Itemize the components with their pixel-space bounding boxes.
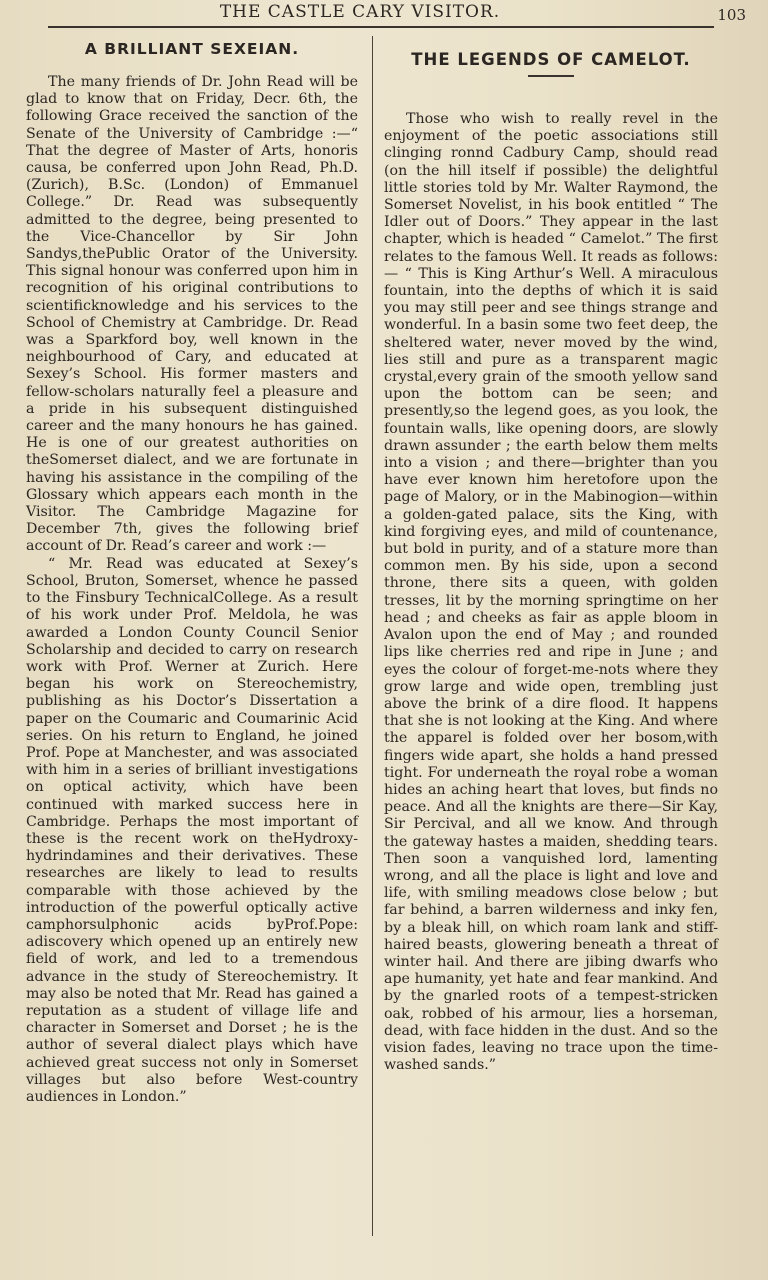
title-rule [528,75,574,77]
right-column [384,40,718,1074]
running-head [0,2,768,26]
article-paragraph: “ Mr. Read was educated at Sexey’s School, Bruton, Somerset, whence he passed to the Finsbury TechnicalCollege. As a result of his work under Prof. Meldola, he was awarded a London County Council Senior Scholarship and decided to carry on research work with Prof. Werner at Zurich. Here began his work on Stereochemistry, publishing as his Doctor’s Dissertation a paper on the Coumaric and Coumarinic Acid series. On his return to England, he joined Prof. Pope at Manchester, and was associated with him in a series of brilliant investigations on optical activity, which have been continued with marked success here in Cambridge. Perhaps the most important of these is the recent work on theHydroxy-hydrindamines and their derivatives. These researches are likely to lead to results comparable with those achieved by the introduction of the powerful optically active camphorsulphonic acids byProf.Pope: adiscovery which opened up an entirely new field of work, and led to a tremendous advance in the study of Stereochemistry. It may also be noted that Mr. Read has gained a reputation as a student of village life and character in Somerset and Dorset ; he is the author of several dialect plays which have achieved great success not only in Somerset villages but also before West-country audiences in London.” [26,555,358,1105]
left-column [26,40,358,1106]
running-title: THE CASTLE CARY VISITOR. [219,2,501,22]
column-divider [372,36,373,1236]
article-paragraph: The many friends of Dr. John Read will be glad to know that on Friday, Decr. 6th, the following Grace received the sanction of the Senate of the University of Cambridge :—“ That the degree of Master of Arts, honoris causa, be conferred upon John Read, Ph.D. (Zurich), B.Sc. (London) of Emmanuel College.” Dr. Read was subsequently admitted to the degree, being presented to the Vice-Chancellor by Sir John Sandys,thePublic Orator of the University. This signal honour was conferred upon him in recognition of his original contributions to scientificknowledge and his services to the School of Chemistry at Cambridge. Dr. Read was a Sparkford boy, well known in the neighbourhood of Cary, and educated at Sexey’s School. His former masters and fellow-scholars naturally feel a pleasure and a pride in his subsequent distinguished career and the many honours he has gained. He is one of our greatest authorities on theSomerset dialect, and we are fortunate in having his assistance in the compiling of the Glossary which appears each month in the Visitor. The Cambridge Magazine for December 7th, gives the following brief account of Dr. Read’s career and work :— [26,74,358,555]
article-title-left: A BRILLIANT SEXEIAN. [84,40,300,58]
article-title-right: THE LEGENDS OF CAMELOT. [411,50,691,69]
header-rule [48,26,714,28]
page-number: 103 [717,6,746,24]
article-paragraph: Those who wish to really revel in the enjoyment of the poetic associations still clinging ronnd Cadbury Camp, should read (on the hill itself if possible) the delightful little stories told by Mr. Walter Raymond, the Somerset Novelist, in his book entitled “ The Idler out of Doors.” They appear in the last chapter, which is headed “ Camelot.” The first relates to the famous Well. It reads as follows:— “ This is King Arthur’s Well. A miraculous fountain, into the depths of which it is said you may still peer and see things strange and wonderful. In a basin some two feet deep, the sheltered water, never moved by the wind, lies still and pure as a transparent magic crystal,every grain of the smooth yellow sand upon the bottom can be seen; and presently,so the legend goes, as you look, the fountain walls, like opening doors, are slowly drawn assunder ; the earth below them melts into a vision ; and there—brighter than you have ever known him heretofore upon the page of Malory, or in the Mabinogion—within a golden-gated palace, sits the King, with kind forgiving eyes, and mild of countenance, but bold in purity, and of a stature more than common men. By his side, upon a second throne, there sits a queen, with golden tresses, lit by the morning springtime on her head ; and cheeks as fair as apple bloom in Avalon upon the end of May ; and rounded lips like cherries red and ripe in June ; and eyes the colour of forget-me-nots where they grow large and wide open, trembling just above the brink of a dire flood. It happens that she is not looking at the King. And where the apparel is folded over her bosom,with fingers wide apart, she holds a hand pressed tight. For underneath the royal robe a woman hides an aching heart that loves, but finds no peace. And all the knights are there—Sir Kay, Sir Percival, and all we know. And through the gateway hastes a maiden, shedding tears. Then soon a vanquished lord, lamenting wrong, and all the place is light and love and life, with smiling meadows close below ; but far behind, a barren wilderness and inky fen, by a bleak hill, on which roam lank and stiff-haired beasts, glowering beneath a threat of winter hail. And there are jibing dwarfs who ape humanity, yet hate and fear mankind. And by the gnarled roots of a tempest-stricken oak, robbed of his armour, lies a horseman, dead, with face hidden in the dust. And so the vision fades, leaving no trace upon the time-washed sands.” [384,111,718,1074]
